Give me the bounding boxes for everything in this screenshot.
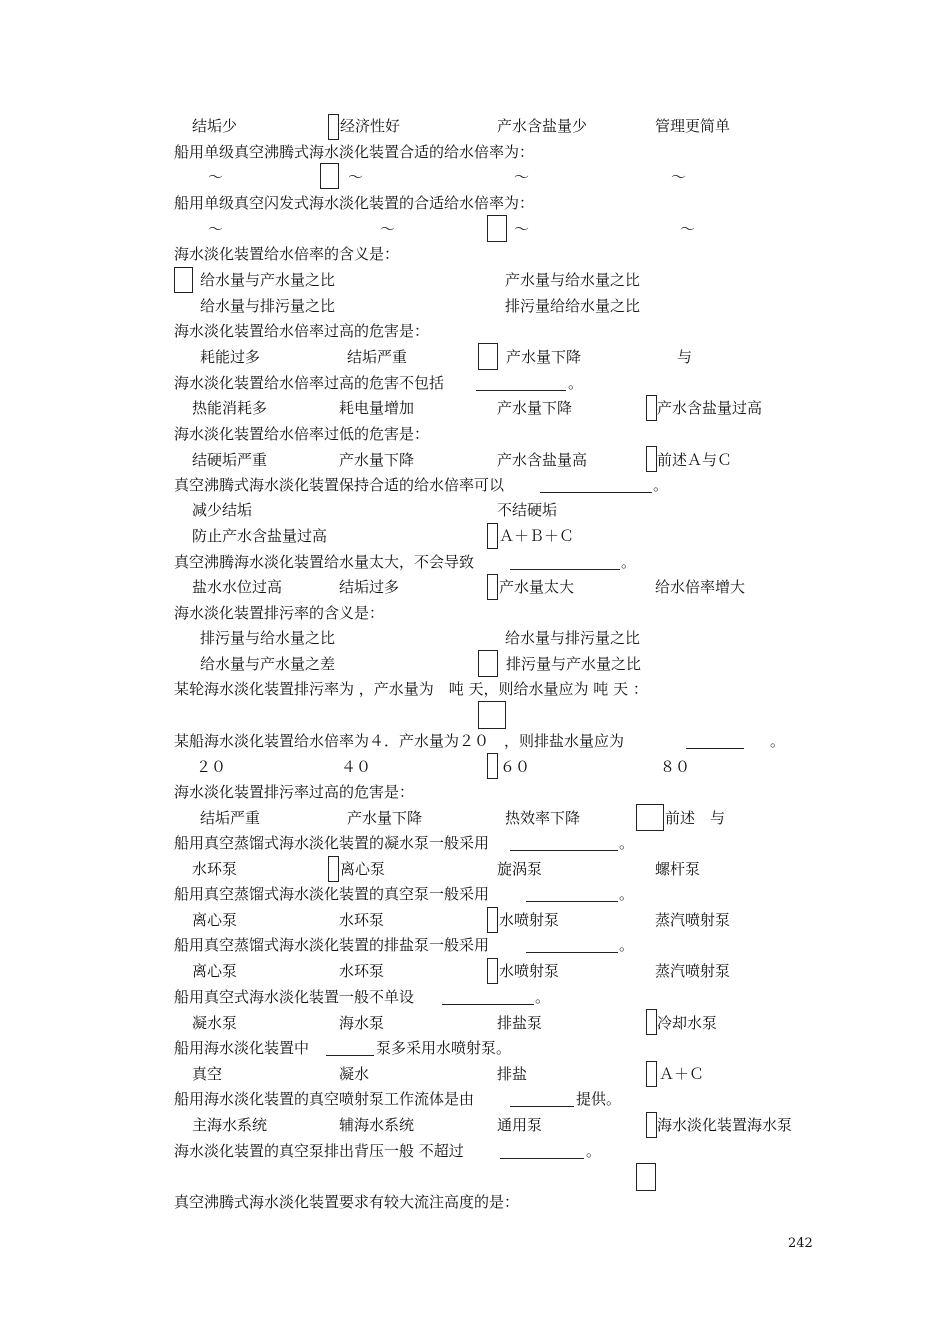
answer-box xyxy=(646,1061,657,1087)
option-a: ～ xyxy=(208,220,224,238)
option-b: 离心泵 xyxy=(340,860,386,878)
option-a: ２０ xyxy=(196,758,227,776)
option-b: 结垢严重 xyxy=(347,348,408,366)
answer-box xyxy=(174,267,193,293)
question-text: 某轮海水淡化装置排污率为 ，产水量为 吨 天，则给水量应为 吨 天 ： xyxy=(174,680,648,698)
question-text: 海水淡化装置给水倍率过高的危害不包括 xyxy=(174,374,445,392)
question-text: 海水淡化装置排污率的含义是： xyxy=(174,604,385,622)
option-a: 耗能过多 xyxy=(200,348,261,366)
option-b: 防止产水含盐量过高 xyxy=(192,527,328,545)
option-a: 真空 xyxy=(192,1065,223,1083)
question-text: 船用真空蒸馏式海水淡化装置的真空泵一般采用 xyxy=(174,885,490,903)
option-c: 产水量下降 xyxy=(497,399,573,417)
answer-box xyxy=(487,523,498,549)
answer-box xyxy=(487,907,498,933)
answer-box xyxy=(646,395,657,421)
option-d: 海水淡化装置海水泵 xyxy=(657,1116,793,1134)
question-end: 提供。 xyxy=(576,1090,622,1108)
answer-box xyxy=(487,753,498,779)
option-b: ４０ xyxy=(341,758,372,776)
option-b: 海水泵 xyxy=(339,1014,385,1032)
answer-box xyxy=(487,215,507,242)
option-d: 前述 与 xyxy=(665,809,726,827)
option-c: 产水量下降 xyxy=(506,348,582,366)
option-d: 排污量给给水量之比 xyxy=(505,297,641,315)
option-d: Ａ＋Ｂ＋Ｃ xyxy=(499,527,575,545)
option-c: 热效率下降 xyxy=(505,809,581,827)
question-text: 海水淡化装置排污率过高的危害是： xyxy=(174,783,415,801)
answer-blank xyxy=(526,901,618,902)
option-d: 与 xyxy=(677,348,693,366)
question-end: 。 xyxy=(586,1142,602,1160)
question-end: 。 xyxy=(535,988,551,1006)
answer-box xyxy=(478,343,498,370)
question-end: 。 xyxy=(568,374,584,392)
answer-box xyxy=(320,163,339,189)
question-text: 海水淡化装置给水倍率的含义是： xyxy=(174,245,400,263)
option-b: 经济性好 xyxy=(340,117,401,135)
answer-box xyxy=(487,958,498,984)
question-text: 海水淡化装置给水倍率过高的危害是： xyxy=(174,322,430,340)
option-a: 离心泵 xyxy=(192,911,238,929)
option-c: 不结硬垢 xyxy=(497,501,558,519)
question-text: 船用真空式海水淡化装置一般不单设 xyxy=(174,988,415,1006)
option-d: ８０ xyxy=(660,758,691,776)
answer-blank xyxy=(510,1106,574,1107)
option-c: 产水量与给水量之比 xyxy=(505,271,641,289)
question-text: 船用海水淡化装置中 xyxy=(174,1039,310,1057)
question-text: 船用单级真空闪发式海水淡化装置的合适给水倍率为： xyxy=(174,194,535,212)
option-b: 辅海水系统 xyxy=(339,1116,415,1134)
question-text: 船用海水淡化装置的真空喷射泵工作流体是由 xyxy=(174,1090,475,1108)
answer-box xyxy=(636,804,664,831)
option-c: ～ xyxy=(514,220,530,238)
answer-box xyxy=(487,574,498,600)
option-a: 减少结垢 xyxy=(192,501,253,519)
question-end: 。 xyxy=(621,553,637,571)
answer-blank xyxy=(686,748,744,749)
option-b: ～ xyxy=(348,168,364,186)
answer-blank xyxy=(540,492,652,493)
question-text: 真空沸腾海水淡化装置给水量太大，不会导致 xyxy=(174,553,475,571)
answer-box xyxy=(646,1112,657,1138)
option-d: 蒸汽喷射泵 xyxy=(655,962,731,980)
option-b: 产水量下降 xyxy=(339,451,415,469)
option-a: 结硬垢严重 xyxy=(192,451,268,469)
answer-blank xyxy=(510,850,618,851)
option-a: 主海水系统 xyxy=(192,1116,268,1134)
answer-box xyxy=(646,1009,657,1035)
option-c: 排盐泵 xyxy=(497,1014,543,1032)
question-text: 船用单级真空沸腾式海水淡化装置合适的给水倍率为： xyxy=(174,143,535,161)
option-a: 给水量与产水量之比 xyxy=(200,271,336,289)
option-d: ～ xyxy=(671,168,687,186)
question-text: 海水淡化装置的真空泵排出背压一般 不超过 xyxy=(174,1142,464,1160)
option-c: 通用泵 xyxy=(497,1116,543,1134)
option-b: 给水量与排污量之比 xyxy=(200,297,336,315)
option-c: 给水量与排污量之比 xyxy=(505,629,641,647)
page-number: 242 xyxy=(788,1236,813,1251)
question-text: 船用真空蒸馏式海水淡化装置的凝水泵一般采用 xyxy=(174,834,490,852)
answer-box xyxy=(478,650,498,677)
question-end: 。 xyxy=(619,834,635,852)
option-c: 产水含盐量高 xyxy=(497,451,588,469)
option-d: 排污量与产水量之比 xyxy=(506,655,642,673)
answer-box xyxy=(328,114,339,140)
option-d: 前述Ａ与Ｃ xyxy=(657,451,733,469)
option-a: ～ xyxy=(208,168,224,186)
option-a: 排污量与给水量之比 xyxy=(200,629,336,647)
option-c: ～ xyxy=(514,168,530,186)
option-d: Ａ＋Ｃ xyxy=(659,1065,705,1083)
answer-blank xyxy=(326,1055,374,1056)
option-c: 水喷射泵 xyxy=(499,911,560,929)
option-d: 冷却水泵 xyxy=(657,1014,718,1032)
answer-blank xyxy=(442,1004,534,1005)
option-a: 水环泵 xyxy=(192,860,238,878)
question-text: 真空沸腾式海水淡化装置保持合适的给水倍率可以 xyxy=(174,476,505,494)
answer-box xyxy=(646,446,657,472)
question-end: 。 xyxy=(653,476,669,494)
option-d: 螺杆泵 xyxy=(655,860,701,878)
option-d: ～ xyxy=(680,220,696,238)
option-d: 蒸汽喷射泵 xyxy=(655,911,731,929)
option-a: 盐水水位过高 xyxy=(192,578,283,596)
option-a: 离心泵 xyxy=(192,962,238,980)
answer-blank xyxy=(510,569,620,570)
answer-blank xyxy=(476,390,566,391)
option-c: 产水含盐量少 xyxy=(497,117,588,135)
option-d: 给水倍率增大 xyxy=(655,578,746,596)
question-end: 泵多采用水喷射泵。 xyxy=(376,1039,512,1057)
option-a: 热能消耗多 xyxy=(192,399,268,417)
option-b: 耗电量增加 xyxy=(339,399,415,417)
answer-box xyxy=(478,701,506,729)
question-end: 。 xyxy=(619,936,635,954)
option-b: 给水量与产水量之差 xyxy=(200,655,336,673)
option-a: 凝水泵 xyxy=(192,1014,238,1032)
option-d: 管理更简单 xyxy=(655,117,731,135)
answer-blank xyxy=(500,1158,584,1159)
option-b: 水环泵 xyxy=(339,962,385,980)
answer-blank xyxy=(526,952,618,953)
option-c: 旋涡泵 xyxy=(497,860,543,878)
option-b: 水环泵 xyxy=(339,911,385,929)
answer-box xyxy=(328,856,339,882)
option-b: ～ xyxy=(380,220,396,238)
question-text: 海水淡化装置给水倍率过低的危害是： xyxy=(174,425,430,443)
option-b: 凝水 xyxy=(339,1065,370,1083)
option-b: 结垢过多 xyxy=(339,578,400,596)
answer-box xyxy=(636,1163,656,1191)
question-end: 。 xyxy=(619,885,635,903)
option-c: 产水量太大 xyxy=(499,578,575,596)
option-c: 水喷射泵 xyxy=(499,962,560,980)
question-end: 。 xyxy=(770,732,786,750)
option-b: 产水量下降 xyxy=(347,809,423,827)
option-a: 结垢少 xyxy=(192,117,238,135)
option-c: 排盐 xyxy=(497,1065,528,1083)
option-d: 产水含盐量过高 xyxy=(657,399,763,417)
question-text: 某船海水淡化装置给水倍率为４．产水量为２０ ，则排盐水量应为 xyxy=(174,732,625,750)
question-text: 船用真空蒸馏式海水淡化装置的排盐泵一般采用 xyxy=(174,936,490,954)
question-text: 真空沸腾式海水淡化装置要求有较大流注高度的是： xyxy=(174,1193,520,1211)
option-c: ６０ xyxy=(500,758,531,776)
option-a: 结垢严重 xyxy=(200,809,261,827)
